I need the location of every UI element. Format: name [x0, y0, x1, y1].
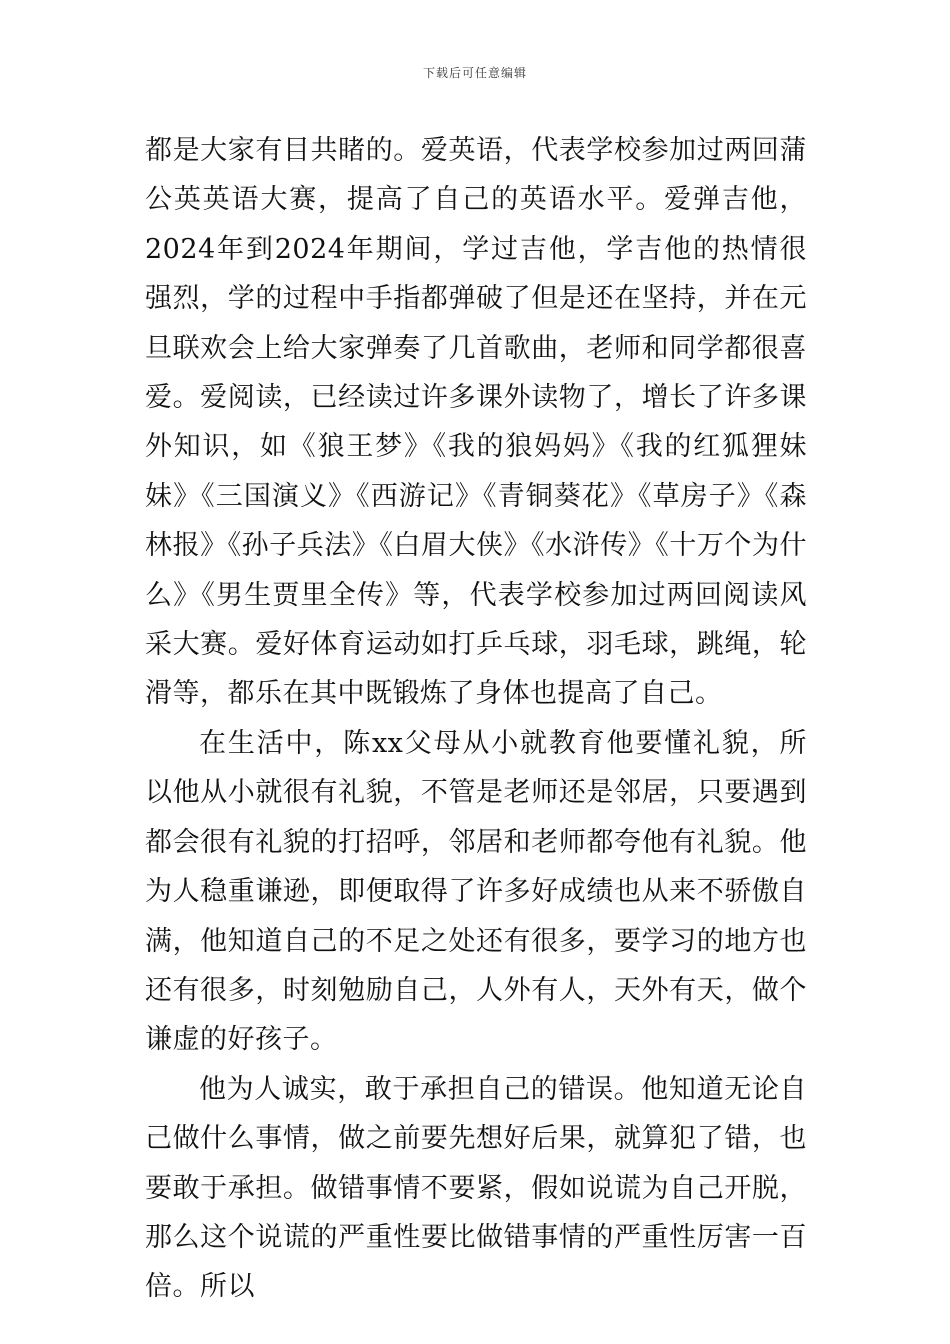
paragraph-honesty: 他为人诚实，敢于承担自己的错误。他知道无论自己做什么事情，做之前要先想好后果，就算犯了错，也要敢于承担。做错事情不要紧，假如说谎为自己开脱，那么这个说谎的严重性要比做错事情的严重性厉害一百倍。所以 [145, 1073, 807, 1303]
paragraph-manners: 在生活中，陈xx父母从小就教育他要懂礼貌，所以他从小就很有礼貌，不管是老师还是邻居，只要遇到都会很有礼貌的打招呼，邻居和老师都夸他有礼貌。他为人稳重谦逊，即便取得了许多好成绩也从来不骄傲自满，他知道自己的不足之处还有很多，要学习的地方也还有很多，时刻勉励自己，人外有人，天外有天，做个谦虚的好孩子。 [145, 727, 807, 1056]
paragraph-hobbies: 都是大家有目共睹的。爱英语，代表学校参加过两回蒲公英英语大赛，提高了自己的英语水平。爱弹吉他，2024年到2024年期间，学过吉他，学吉他的热情很强烈，学的过程中手指都弹破了但是还在坚持，并在元旦联欢会上给大家弹奏了几首歌曲，老师和同学都很喜爱。爱阅读，已经读过许多课外读物了，增长了许多课外知识，如《狼王梦》《我的狼妈妈》《我的红狐狸妹妹》《三国演义》《西游记》《青铜葵花》《草房子》《森林报》《孙子兵法》《白眉大侠》《水浒传》《十万个为什么》《男生贾里全传》等，代表学校参加过两回阅读风采大赛。爱好体育运动如打乒乓球，羽毛球，跳绳，轮滑等，都乐在其中既锻炼了身体也提高了自己。 [145, 135, 807, 710]
document-body [145, 126, 807, 1312]
page-header: 下载后可任意编辑 [422, 66, 527, 80]
